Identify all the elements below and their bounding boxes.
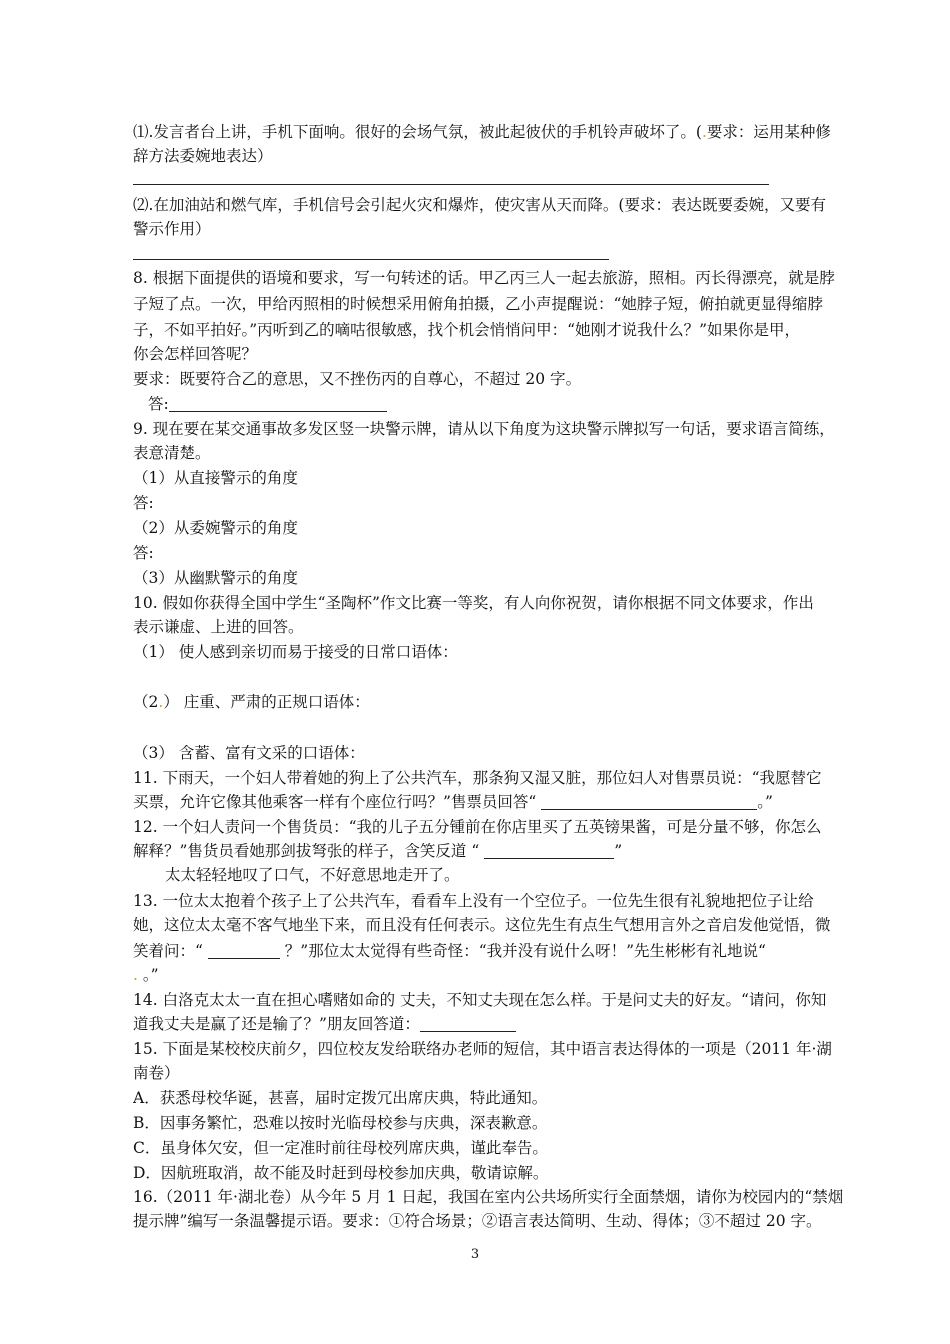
q14-line1: 14. 白洛克太太一直在担心嗜赌如命的 丈夫，不知丈夫现在怎么样。于是问丈夫的好友。“请问，你知 bbox=[133, 991, 827, 1009]
q15-option-a: A．获悉母校华诞，甚喜，届时定拨冗出席庆典，特此通知。 bbox=[133, 1089, 548, 1107]
page-number: 3 bbox=[470, 1247, 480, 1262]
q14-line2: 道我丈夫是赢了还是输了？”朋友回答道： bbox=[133, 1012, 873, 1036]
q7-item1-line1: ⑴.发言者台上讲，手机下面响。很好的会场气氛，被此起彼伏的手机铃声破坏了。(.要求：运用某种修 bbox=[133, 123, 831, 141]
answer-blank[interactable] bbox=[420, 1015, 516, 1032]
answer-blank[interactable] bbox=[208, 942, 280, 959]
q7-item2-line1: ⑵.在加油站和燃气库，手机信号会引起火灾和爆炸，使灾害从天而降。(要求：表达既要委婉，又要有 bbox=[133, 196, 826, 214]
q15-line1: 15. 下面是某校校庆前夕，四位校友发给联络办老师的短信，其中语言表达得体的一项是（2011 年·湖 bbox=[133, 1040, 832, 1058]
answer-blank[interactable] bbox=[169, 395, 387, 412]
q15-line2: 南卷） bbox=[133, 1064, 180, 1082]
q12-line1: 12. 一个妇人责问一个售货员：“我的儿子五分锺前在你店里买了五英镑果酱，可是分量不够，你怎么 bbox=[133, 818, 822, 836]
q8-requirement: 要求：既要符合乙的意思，又不挫伤丙的自尊心，不超过 20 字。 bbox=[133, 370, 582, 388]
q8-line3: 子，不如平拍好。”丙听到乙的嘀咕很敏感，找个机会悄悄问甲：“她刚才说我什么？”如果你是甲， bbox=[133, 321, 801, 339]
q7-item1-line2: 辞方法委婉地表达） bbox=[133, 147, 273, 165]
q10-sub2: （2.） 庄重、严肃的正规口语体： bbox=[133, 693, 370, 711]
q10-sub1: （1） 使人感到亲切而易于接受的日常口语体： bbox=[133, 643, 458, 661]
q11-line1: 11. 下雨天，一个妇人带着她的狗上了公共汽车，那条狗又湿又脏，那位妇人对售票员说：“我愿替它 bbox=[133, 769, 822, 787]
q12-line3: 太太轻轻地叹了口气，不好意思地走开了。 bbox=[165, 866, 460, 884]
q16-line1: 16.（2011 年·湖北卷）从今年 5 月 1 日起，我国在室内公共场所实行全面禁烟，请你为校园内的“禁烟 bbox=[133, 1188, 844, 1206]
q8-line2: 子短了点。一次，甲给丙照相的时候想采用俯角拍摄，乙小声提醒说：“她脖子短，俯拍就更显得缩脖 bbox=[133, 295, 823, 313]
q13-line4: . 。” bbox=[133, 966, 159, 984]
q12-line2: 解释？”售货员看她那剑拔弩张的样子，含笑反道 “ ” bbox=[133, 842, 623, 860]
answer-blank[interactable] bbox=[484, 842, 614, 859]
q9-line1: 9. 现在要在某交通事故多发区竖一块警示牌，请从以下角度为这块警示牌拟写一句话，要求语言简练， bbox=[133, 420, 835, 438]
answer-line[interactable] bbox=[133, 184, 769, 185]
q9-sub3: （3）从幽默警示的角度 bbox=[133, 569, 298, 587]
q8-answer: 答: bbox=[148, 392, 888, 416]
q9-line2: 表意清楚。 bbox=[133, 444, 211, 462]
q10-line2: 表示谦虚、上进的回答。 bbox=[133, 618, 304, 636]
q9-sub2: （2）从委婉警示的角度 bbox=[133, 519, 298, 537]
q8-line4: 你会怎样回答呢？ bbox=[133, 345, 258, 363]
q9-answer2: 答: bbox=[133, 544, 154, 562]
answer-blank[interactable] bbox=[541, 793, 757, 810]
q9-answer1: 答: bbox=[133, 494, 154, 512]
q13-line2: 她，这位太太毫不客气地坐下来，而且没有任何表示。这位先生有点生气想用言外之音启发他觉悟，微 bbox=[133, 916, 831, 934]
q10-line1: 10. 假如你获得全国中学生“圣陶杯”作文比赛一等奖，有人向你祝贺，请你根据不同文体要求，作出 bbox=[133, 594, 814, 612]
q13-line1: 13. 一位太太抱着个孩子上了公共汽车，看看车上没有一个空位子。一位先生很有礼貌地把位子让给 bbox=[133, 892, 814, 910]
q7-item2-line2: 警示作用） bbox=[133, 220, 211, 238]
q15-option-c: C．虽身体欠安，但一定准时前往母校列席庆典，谨此奉告。 bbox=[133, 1139, 548, 1157]
answer-line[interactable] bbox=[133, 259, 609, 260]
q8-line1: 8. 根据下面提供的语境和要求，写一句转述的话。甲乙丙三人一起去旅游，照相。丙长得漂亮，就是脖 bbox=[133, 269, 835, 287]
q10-sub3: （3） 含蓄、富有文采的口语体： bbox=[133, 744, 365, 762]
q13-line3: 笑着问：“ ？”那位太太觉得有些奇怪：“我并没有说什么呀！”先生彬彬有礼地说“ bbox=[133, 942, 766, 960]
q15-option-d: D．因航班取消，故不能及时赶到母校参加庆典，敬请谅解。 bbox=[133, 1164, 549, 1182]
q11-line2: 买票，允许它像其他乘客一样有个座位行吗？”售票员回答“ 。” bbox=[133, 793, 773, 811]
q9-sub1: （1）从直接警示的角度 bbox=[133, 469, 298, 487]
q15-option-b: B．因事务繁忙，恐难以按时光临母校参与庆典，深表歉意。 bbox=[133, 1114, 548, 1132]
q16-line2: 提示牌”编写一条温馨提示语。要求：①符合场景；②语言表达简明、生动、得体；③不超过 20 字。 bbox=[133, 1212, 822, 1230]
